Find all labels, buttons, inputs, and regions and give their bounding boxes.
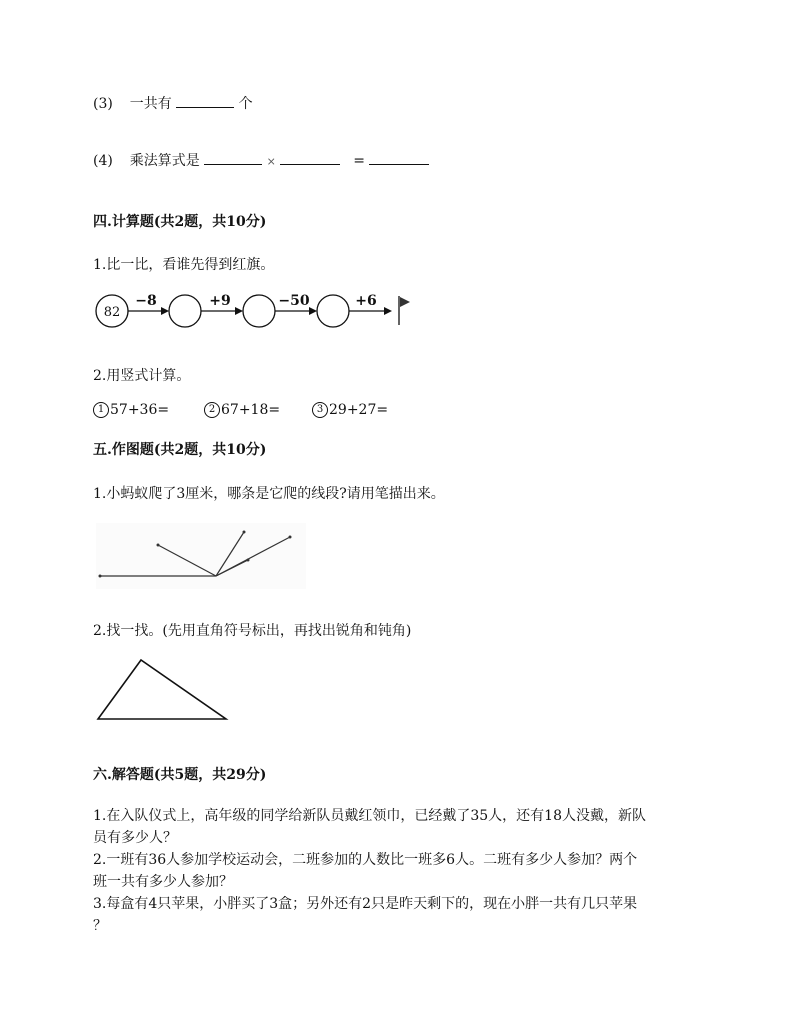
calc-expression: 29+27= (329, 402, 389, 418)
question-number: (3) (93, 96, 113, 112)
calc-mark: 2 (204, 402, 220, 418)
calc-mark: 1 (93, 402, 109, 418)
chain-start-number: 82 (103, 305, 121, 320)
question-3-line-1: 3.每盒有4只苹果，小胖买了3盒；另外还有2只是昨天剩下的，现在小胖一共有几只苹果 (93, 896, 638, 912)
chain-op-4: +6 (355, 293, 377, 309)
question-unit: 个 (238, 96, 253, 112)
calc-expression: 67+18= (221, 402, 281, 418)
question-number: (4) (93, 153, 113, 169)
section-5-question-1: 1.小蚂蚁爬了3厘米，哪条是它爬的线段?请用笔描出来。 (93, 486, 445, 502)
equals-sign: = (353, 153, 365, 169)
question-1-line-1: 1.在入队仪式上，高年级的同学给新队员戴红领巾，已经戴了35人，还有18人没戴，新队 (93, 808, 646, 824)
section-5-heading: 五.作图题(共2题，共10分) (93, 442, 267, 458)
triangle-shape[interactable] (98, 660, 226, 719)
question-text: 一共有 (129, 96, 172, 112)
times-sign: × (266, 155, 276, 168)
chain-op-3: −50 (278, 293, 310, 309)
chain-op-2: +9 (209, 293, 231, 309)
section-6-heading: 六.解答题(共5题，共29分) (93, 767, 267, 783)
chain-op-1: −8 (135, 293, 157, 309)
question-1-line-2: 员有多少人？ (93, 830, 177, 846)
calc-expression: 57+36= (110, 402, 170, 418)
question-2-line-1: 2.一班有36人参加学校运动会，二班参加的人数比一班多6人。二班有多少人参加？两个 (93, 852, 638, 868)
section-6-questions (93, 805, 713, 937)
section-5-question-2: 2.找一找。(先用直角符号标出，再找出锐角和钝角) (93, 623, 412, 639)
question-text: 乘法算式是 (129, 153, 200, 169)
calc-mark: 3 (312, 402, 328, 418)
question-2-line-2: 班一共有多少人参加？ (93, 874, 233, 890)
section-4-heading: 四.计算题(共2题，共10分) (93, 214, 267, 230)
section-4-question-2: 2.用竖式计算。 (93, 368, 191, 384)
question-3-line-2: ？ (93, 918, 107, 934)
section-4-question-1: 1.比一比，看谁先得到红旗。 (93, 257, 275, 273)
